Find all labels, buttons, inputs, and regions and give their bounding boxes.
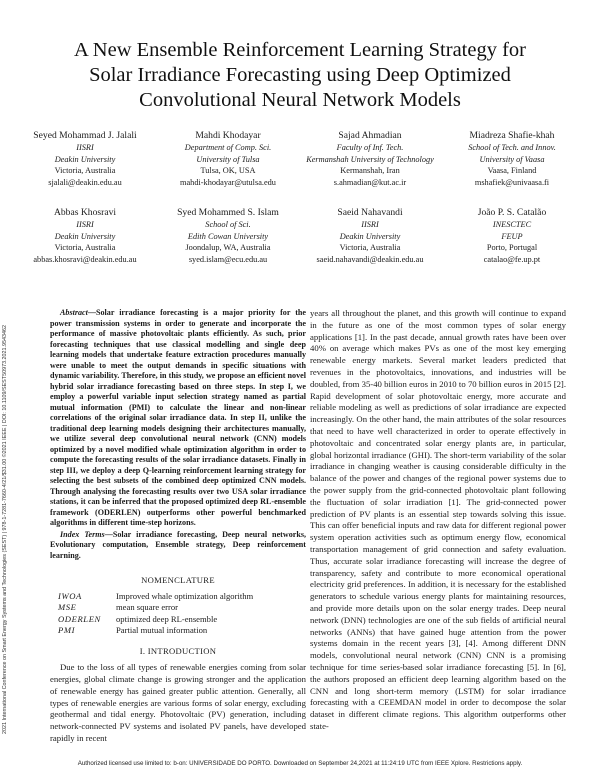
author-location: Porto, Portugal — [486, 243, 538, 253]
author-block — [295, 129, 445, 188]
author-location: Victoria, Australia — [54, 243, 116, 253]
index-terms-text: —Solar irradiance forecasting, Deep neural networks, Evolutionary computation, Ensemble strategy, Deep reinforcement learning. — [50, 529, 307, 560]
title-line: Solar Irradiance Forecasting using Deep Optimized — [89, 64, 511, 86]
author-org: Deakin University — [339, 231, 401, 241]
author-block — [158, 206, 298, 265]
author-block — [158, 129, 298, 188]
author-dept: Department of Comp. Sci. — [184, 143, 272, 152]
author-name: João P. S. Catalão — [477, 207, 547, 218]
intro-paragraph: Due to the loss of all types of renewable energies coming from solar energies, global climate change is growing stronger and the application of renewable energy has gained greater public attention. Generally, all types of renewable energies are various forms of solar energy, excluding geothermal and tidal energy. Photovoltaic (PV) generation, including network-connected PV systems and isolated PV panels, have developed rapidly in recent — [50, 662, 306, 743]
author-dept: IISRI — [361, 220, 379, 229]
nomenclature-desc: Partial mutual information — [116, 625, 208, 636]
author-dept: School of Sci. — [205, 220, 251, 229]
author-name: Syed Mohammed S. Islam — [177, 207, 279, 218]
intro-paragraph-continued: years all throughout the planet, and this growth will continue to expand in the future as one of the most common types of solar energy applications [1]. In the past decade, annual growth rates have been over 40% on average which makes PVs as one of the most key emerging renewable energy markets. Several market leaders predicted that revenues in the photovoltaics, innovations, and industries will be doubled, from 35-40 billion euros in 2010 to 70 billion euros in 2015 [2]. Rapid development of solar photovoltaic energy, more accurate and reliable modeling as well as predictions of solar irradiance are expected increasingly. On the other hand, the main attributes of the solar resources that need to have well characterized in order to operate effectively in photovoltaic and concentrated solar energy plants are, in particular, global horizontal irradiance (GHI). The short-term variability of the solar irradiance in changing weather is causing considerable difficulty in the balance of the power and changes of the regional power systems due to the power supply from the grid-connected photovoltaic plant following the fluctuation of solar irradiation [1]. The grid-connected power prediction of PV plants is an essential step towards solving this issue. This can offer beneficial inputs and raw data for different regional power system operation activities such as optimum energy flow, economical transportation management of grid connection and safety evaluation. Thus, accurate solar irradiance forecasting will increase the degree of transparency, safety and contribute to more economical operational electricity grid preferences. In addition, it is necessary for the established generators to schedule various energy plants for maintaining resources, and provide more details upon on the solar energy trades. Deep neural network (DNN) technologies are one of the sub fields of artificial neural networks (ANNs) that have gained huge attention from the power systems domain in the recent years [3], [4]. Among different DNN models, convolutional neural network (CNN) CNN is a promising technique for time series-based solar irradiance forecasting [5]. In [6], the authors proposed an efficient deep learning algorithm based on the CNN and long short-term memory (LSTM) for solar irradiance forecasting with a CEEMDAN model in order to decompose the solar dataset in different climate regions. This algorithm outperforms other state- — [310, 308, 566, 731]
author-email: mahdi-khodayar@utulsa.edu — [180, 177, 276, 187]
author-email: s.ahmadian@kut.ac.ir — [333, 177, 407, 187]
author-location: Kermanshah, Iran — [340, 166, 400, 176]
abstract — [50, 308, 306, 529]
section-heading: I. INTRODUCTION — [139, 646, 217, 657]
author-org: University of Vaasa — [479, 154, 545, 164]
author-block — [300, 206, 440, 265]
index-terms — [50, 530, 306, 562]
nomenclature-desc: optimized deep RL-ensemble — [116, 613, 218, 624]
author-org: Edith Cowan University — [187, 231, 269, 241]
author-email: saeid.nahavandi@deakin.edu.au — [316, 254, 424, 264]
nomenclature-abbr: MSE — [58, 602, 77, 613]
author-org: University of Tulsa — [196, 154, 260, 164]
abstract-label: Abstract — [60, 308, 88, 317]
side-note-text: 2021 International Conference on Smart Energy Systems and Technologies (SEST) | 978-1-7281-7660-4/21/$31.00 ©2021 IEEE | DOI: 10.1109/SEST50973.2021.9543462 — [2, 324, 8, 734]
author-org: Deakin University — [54, 231, 116, 241]
author-org: Kermanshah University of Technology — [306, 154, 434, 164]
author-dept: INESCTEC — [492, 220, 532, 229]
author-email: abbas.khosravi@deakin.edu.au — [33, 254, 137, 264]
author-org: Deakin University — [54, 154, 116, 164]
author-block — [442, 206, 582, 265]
author-dept: IISRI — [76, 220, 94, 229]
author-block — [442, 129, 582, 188]
author-email: catalao@fe.up.pt — [483, 254, 541, 264]
author-email: sjalali@deakin.edu.au — [48, 177, 122, 187]
conference-side-note — [2, 126, 12, 736]
index-terms-label: Index Terms — [60, 529, 105, 539]
author-location: Vaasa, Finland — [487, 166, 537, 176]
author-block — [15, 206, 155, 265]
author-location: Joondalup, WA, Australia — [185, 243, 271, 253]
author-location: Victoria, Australia — [339, 243, 401, 253]
title-line: A New Ensemble Reinforcement Learning Strategy for — [74, 39, 526, 61]
author-location: Tulsa, OK, USA — [200, 166, 256, 176]
author-org: FEUP — [501, 231, 523, 241]
author-name: Miadreza Shafie-khah — [469, 130, 555, 141]
author-name: Abbas Khosravi — [53, 207, 117, 218]
right-column — [310, 308, 566, 733]
author-dept: Faculty of Inf. Tech. — [336, 143, 404, 152]
title-line: Convolutional Neural Network Models — [139, 89, 461, 111]
abstract-text: —Solar irradiance forecasting is a major priority for the power transmission systems in order to generate and incorporate the performance of massive photovoltaic plants efficiently. As such, prior forecasting techniques that use classical modelling and single deep learning models that undertake feature extraction procedures manually were unable to meet the output demands in specific situations with dynamic variability. Therefore, in this study, we propose an efficient novel hybrid solar irradiance forecasting based on three steps. In step I, we employ a powerful variable input selection strategy named as partial mutual information (PMI) to calculate the linear and non-linear correlations of the original solar irradiance data. In step II, unlike the traditional deep learning models designing their architectures manually, we utilize several deep convolutional neural network (CNN) models optimized by a novel modified whale optimization algorithm in order to compute the forecasting results of the solar irradiance datasets. Finally in step III, we deploy a deep Q-learning reinforcement learning strategy for selecting the best subsets of the combined deep optimized CNN models. Through analysing the forecasting results over two USA solar irradiance stations, it can be inferred that the proposed optimized deep RL-ensemble framework (ODERLEN) outperforms other powerful benchmarked algorithms in different time-step horizons. — [50, 308, 306, 527]
nomenclature-abbr: IWOA — [58, 590, 82, 601]
author-dept: IISRI — [76, 143, 94, 152]
left-column — [50, 308, 306, 745]
author-email: mshafiek@univaasa.fi — [474, 177, 550, 187]
author-location: Victoria, Australia — [54, 166, 116, 176]
nomenclature-abbr: ODERLEN — [58, 613, 101, 624]
paper-title — [20, 38, 580, 113]
author-name: Saeid Nahavandi — [337, 207, 403, 218]
author-name: Mahdi Khodayar — [195, 130, 261, 141]
author-block — [15, 129, 155, 188]
author-email: syed.islam@ecu.edu.au — [188, 254, 268, 264]
author-name: Seyed Mohammad J. Jalali — [33, 130, 137, 141]
author-dept: School of Tech. and Innov. — [468, 143, 556, 152]
nomenclature-desc: mean square error — [116, 602, 179, 613]
nomenclature-desc: Improved whale optimization algorithm — [116, 590, 254, 601]
footer-license: Authorized licensed use limited to: b-on: UNIVERSIDADE DO PORTO. Downloaded on September 24,2021 at 11:24:19 UTC from IEEE Xplore. Restrictions apply. — [77, 760, 523, 767]
author-name: Sajad Ahmadian — [338, 130, 402, 141]
nomenclature-heading: NOMENCLATURE — [141, 575, 215, 585]
nomenclature-abbr: PMI — [58, 625, 76, 636]
nomenclature-list — [58, 591, 306, 637]
